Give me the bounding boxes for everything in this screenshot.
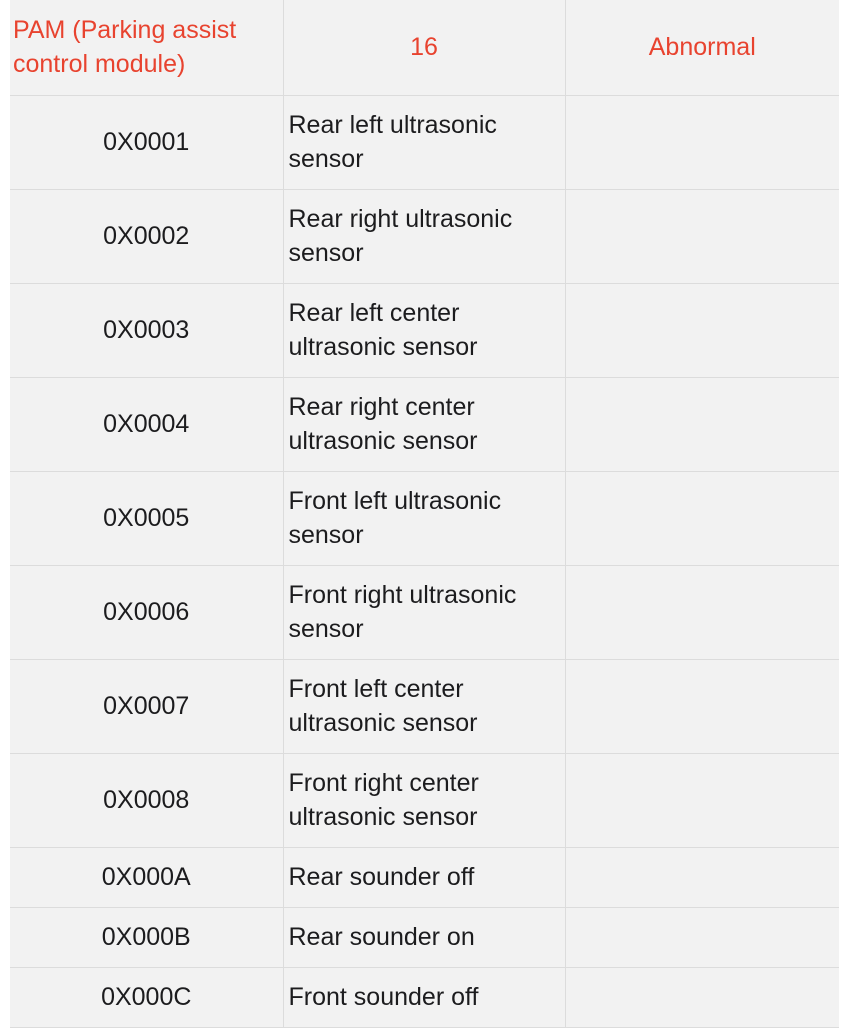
fault-description: Front right ultrasonic sensor — [283, 565, 565, 659]
table-row — [10, 967, 839, 1027]
fault-description: Rear right ultrasonic sensor — [283, 189, 565, 283]
table-row — [10, 377, 839, 471]
table-row — [10, 189, 839, 283]
fault-description: Rear left ultrasonic sensor — [283, 95, 565, 189]
fault-description: Rear sounder on — [283, 907, 565, 967]
fault-description: Front right center ultrasonic sensor — [283, 753, 565, 847]
module-name-cell: PAM (Parking assist control module) — [10, 0, 283, 95]
fault-code: 0X0003 — [10, 283, 283, 377]
table-row — [10, 907, 839, 967]
fault-code: 0X0002 — [10, 189, 283, 283]
fault-description: Front left center ultrasonic sensor — [283, 659, 565, 753]
fault-description: Rear left center ultrasonic sensor — [283, 283, 565, 377]
fault-status — [565, 471, 839, 565]
fault-code: 0X0001 — [10, 95, 283, 189]
fault-description: Rear sounder off — [283, 847, 565, 907]
fault-description: Rear right center ultrasonic sensor — [283, 377, 565, 471]
fault-code: 0X0005 — [10, 471, 283, 565]
fault-status — [565, 283, 839, 377]
fault-status — [565, 967, 839, 1027]
fault-code: 0X0007 — [10, 659, 283, 753]
table-row — [10, 753, 839, 847]
module-number-cell: 16 — [283, 0, 565, 95]
fault-code-table-container — [10, 0, 839, 1028]
fault-status — [565, 659, 839, 753]
fault-status — [565, 907, 839, 967]
fault-status — [565, 95, 839, 189]
fault-code: 0X000C — [10, 967, 283, 1027]
fault-code: 0X0008 — [10, 753, 283, 847]
fault-description: Front left ultrasonic sensor — [283, 471, 565, 565]
table-row — [10, 659, 839, 753]
fault-description: Front sounder off — [283, 967, 565, 1027]
fault-status — [565, 377, 839, 471]
table-row — [10, 847, 839, 907]
fault-status — [565, 189, 839, 283]
fault-code: 0X0006 — [10, 565, 283, 659]
table-header-row — [10, 0, 839, 95]
table-row — [10, 95, 839, 189]
fault-status — [565, 565, 839, 659]
fault-code: 0X000A — [10, 847, 283, 907]
table-row — [10, 283, 839, 377]
fault-code: 0X000B — [10, 907, 283, 967]
fault-status — [565, 847, 839, 907]
module-status-cell: Abnormal — [565, 0, 839, 95]
fault-code-table — [10, 0, 839, 1028]
table-row — [10, 471, 839, 565]
table-row — [10, 565, 839, 659]
fault-code: 0X0004 — [10, 377, 283, 471]
fault-status — [565, 753, 839, 847]
